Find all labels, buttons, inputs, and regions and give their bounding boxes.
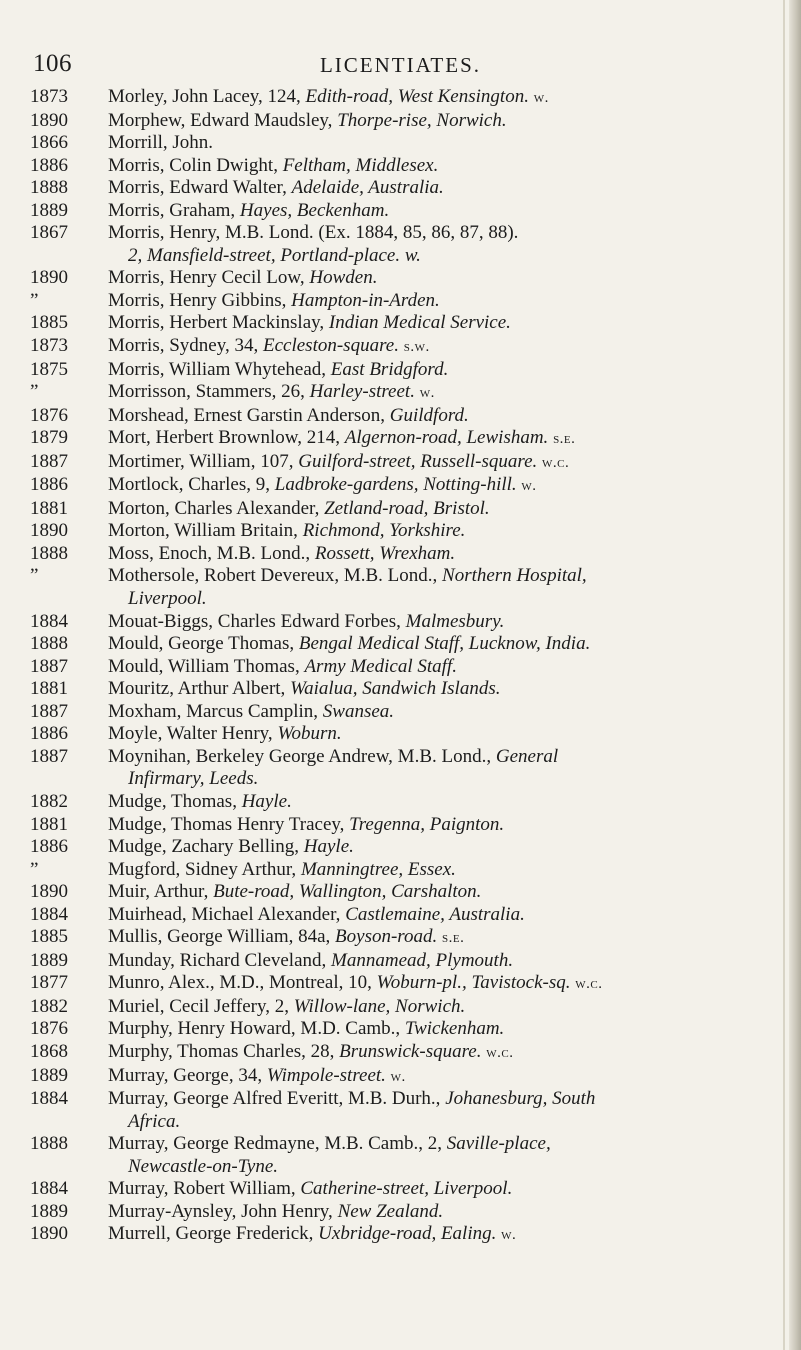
entry-text <box>108 1201 773 1224</box>
entry-address: New Zealand. <box>337 1200 444 1222</box>
entry-text <box>108 972 773 996</box>
entry-text <box>108 335 773 359</box>
entry-address: Waialua, Sandwich Islands. <box>290 678 501 700</box>
page-header <box>0 50 801 90</box>
entry-address: East Bridgford. <box>330 358 449 380</box>
entry-name: Mudge, Zachary Belling, <box>108 836 300 858</box>
entry-address: Richmond, Yorkshire. <box>302 520 466 542</box>
entry-name: Muirhead, Michael Alexander, <box>108 903 341 925</box>
entry-address: Manningtree, Essex. <box>300 858 456 880</box>
list-item <box>0 427 801 451</box>
entry-text <box>108 427 773 451</box>
entry-year: 1886 <box>30 154 68 176</box>
list-item <box>0 359 801 382</box>
entry-text <box>108 381 773 405</box>
entry-address: Feltham, Middlesex. <box>282 154 439 176</box>
entry-year: 1877 <box>30 972 68 994</box>
entry-address: Willow-lane, Norwich. <box>293 995 466 1017</box>
entry-address: Guilford-street, Russell-square. <box>298 450 538 472</box>
list-item <box>0 972 801 996</box>
list-item <box>0 791 801 814</box>
entry-name: Morton, Charles Alexander, <box>108 497 320 519</box>
entry-continuation: Infirmary, Leeds. <box>128 768 259 790</box>
entry-text <box>108 565 773 610</box>
entry-address: Northern Hospital, <box>442 565 587 587</box>
entry-name: Morris, Henry Gibbins, <box>108 289 287 311</box>
entry-year: 1884 <box>30 903 68 925</box>
entry-name: Munday, Richard Cleveland, <box>108 949 327 971</box>
list-item <box>0 904 801 927</box>
entry-text <box>108 633 773 656</box>
entry-name: Moss, Enoch, M.B. Lond., <box>108 542 311 564</box>
entry-address: Guildford. <box>389 404 469 426</box>
entry-continuation: Newcastle-on-Tyne. <box>128 1155 279 1177</box>
list-item <box>0 881 801 904</box>
entry-name: Murphy, Henry Howard, M.D. Camb., <box>108 1018 401 1040</box>
entry-address: Saville-place, <box>446 1133 551 1155</box>
list-item <box>0 836 801 859</box>
entry-year: 1888 <box>30 542 68 564</box>
list-item <box>0 520 801 543</box>
list-item <box>0 950 801 973</box>
entry-address: Algernon-road, Lewisham. <box>344 427 549 449</box>
list-item <box>0 1178 801 1201</box>
entry-address: Woburn. <box>277 723 342 745</box>
entry-address: Ladbroke-gardens, Notting-hill. <box>274 474 517 496</box>
entry-postal-district: w. <box>521 478 537 495</box>
entry-postal-district: s.e. <box>553 431 576 448</box>
entry-year: 1889 <box>30 949 68 971</box>
entry-text <box>108 405 773 428</box>
entry-name: Mould, William Thomas, <box>108 655 300 677</box>
entry-name: Mould, George Thomas, <box>108 633 295 655</box>
entry-name: Mugford, Sidney Arthur, <box>108 858 297 880</box>
list-item <box>0 859 801 882</box>
entry-text <box>108 996 773 1019</box>
entry-address: Bengal Medical Staff, Lucknow, India. <box>298 633 591 655</box>
list-item <box>0 565 801 610</box>
entry-year: 1884 <box>30 1178 68 1200</box>
entry-name: Mudge, Thomas, <box>108 790 237 812</box>
entry-name: Mortlock, Charles, 9, <box>108 474 271 496</box>
entry-year: 1885 <box>30 926 68 948</box>
entry-continuation: Africa. <box>128 1110 181 1132</box>
entry-year: 1876 <box>30 404 68 426</box>
entry-address: Rossett, Wrexham. <box>314 542 456 564</box>
entry-year: ” <box>30 381 39 403</box>
entry-text <box>108 814 773 837</box>
entry-name: Mortimer, William, 107, <box>108 450 294 472</box>
entry-address: Hayle. <box>303 836 354 858</box>
entry-text <box>108 177 773 200</box>
entry-postal-district: w. <box>501 1227 517 1244</box>
entry-name: Mullis, George William, 84a, <box>108 926 331 948</box>
entry-text <box>108 290 773 313</box>
entry-name: Mort, Herbert Brownlow, 214, <box>108 427 341 449</box>
entry-address: Johanesburg, South <box>445 1088 596 1110</box>
entry-text <box>108 723 773 746</box>
list-item <box>0 1133 801 1178</box>
entry-postal-district: w.c. <box>575 976 603 993</box>
entry-address: Tregenna, Paignton. <box>349 813 505 835</box>
entry-name: Moxham, Marcus Camplin, <box>108 700 319 722</box>
list-item <box>0 1041 801 1065</box>
entry-year: 1881 <box>30 813 68 835</box>
entry-address: Uxbridge-road, Ealing. <box>318 1223 497 1245</box>
entry-name: Morton, William Britain, <box>108 520 298 542</box>
entry-text <box>108 132 773 155</box>
list-item <box>0 656 801 679</box>
entry-text <box>108 222 773 267</box>
list-item <box>0 474 801 498</box>
entry-name: Muriel, Cecil Jeffery, 2, <box>108 995 289 1017</box>
list-item <box>0 290 801 313</box>
entry-address: Castlemaine, Australia. <box>345 903 525 925</box>
entry-text <box>108 950 773 973</box>
entry-year: 1882 <box>30 790 68 812</box>
entry-year: 1890 <box>30 881 68 903</box>
entry-year: 1881 <box>30 678 68 700</box>
entry-address: Thorpe-rise, Norwich. <box>337 109 507 131</box>
list-item <box>0 611 801 634</box>
entry-year: 1888 <box>30 1133 68 1155</box>
entry-year: 1876 <box>30 1018 68 1040</box>
entry-year: 1873 <box>30 86 68 107</box>
entry-year: 1889 <box>30 199 68 221</box>
entry-text <box>108 155 773 178</box>
entry-text <box>108 1178 773 1201</box>
entry-postal-district: s.w. <box>403 339 430 356</box>
entry-year: ” <box>30 858 39 880</box>
entry-text <box>108 1088 773 1133</box>
list-item <box>0 1088 801 1133</box>
entry-year: 1890 <box>30 520 68 542</box>
list-item <box>0 267 801 290</box>
entry-name: Mothersole, Robert Devereux, M.B. Lond., <box>108 565 438 587</box>
entry-text <box>108 474 773 498</box>
entry-name: Murray, George, 34, <box>108 1064 263 1086</box>
entry-name: Morris, Henry Cecil Low, <box>108 267 305 289</box>
entry-name: Morshead, Ernest Garstin Anderson, <box>108 404 386 426</box>
list-item <box>0 451 801 475</box>
list-item <box>0 132 801 155</box>
entry-text <box>108 1133 773 1178</box>
entry-text <box>108 312 773 335</box>
entry-address: Harley-street. <box>309 381 415 403</box>
entry-text <box>108 881 773 904</box>
entry-text <box>108 110 773 133</box>
list-item <box>0 155 801 178</box>
entry-year: 1888 <box>30 633 68 655</box>
entry-year: 1881 <box>30 497 68 519</box>
entry-year: 1885 <box>30 312 68 334</box>
list-item <box>0 723 801 746</box>
entry-name: Mudge, Thomas Henry Tracey, <box>108 813 345 835</box>
entry-address: Adelaide, Australia. <box>291 177 444 199</box>
entry-text <box>108 1018 773 1041</box>
entry-name: Morrisson, Stammers, 26, <box>108 381 305 403</box>
licentiates-list <box>0 86 801 1247</box>
list-item <box>0 678 801 701</box>
list-item <box>0 701 801 724</box>
entry-text <box>108 200 773 223</box>
entry-address: Army Medical Staff. <box>304 655 457 677</box>
entry-name: Murphy, Thomas Charles, 28, <box>108 1040 335 1062</box>
entry-address: Hampton-in-Arden. <box>291 289 440 311</box>
entry-address: Indian Medical Service. <box>328 312 511 334</box>
entry-text <box>108 678 773 701</box>
list-item <box>0 1018 801 1041</box>
list-item <box>0 312 801 335</box>
entry-postal-district: w.c. <box>486 1044 514 1061</box>
entry-name: Morris, Edward Walter, <box>108 177 287 199</box>
entry-year: 1884 <box>30 1088 68 1110</box>
entry-address: Swansea. <box>322 700 395 722</box>
entry-text <box>108 498 773 521</box>
entry-name: Murray, George Redmayne, M.B. Camb., 2, <box>108 1133 443 1155</box>
entry-postal-district: s.e. <box>442 930 465 947</box>
list-item <box>0 1201 801 1224</box>
entry-year: 1875 <box>30 358 68 380</box>
entry-address: General <box>495 745 559 767</box>
entry-year: 1879 <box>30 427 68 449</box>
entry-text <box>108 1041 773 1065</box>
entry-year: 1889 <box>30 1064 68 1086</box>
entry-postal-district: w. <box>419 385 435 402</box>
entry-text <box>108 451 773 475</box>
entry-text <box>108 859 773 882</box>
entry-name: Morris, Colin Dwight, <box>108 154 278 176</box>
entry-year: 1887 <box>30 700 68 722</box>
entry-year: 1884 <box>30 610 68 632</box>
entry-address: Mannamead, Plymouth. <box>331 949 514 971</box>
entry-text <box>108 926 773 950</box>
entry-name: Morris, Sydney, 34, <box>108 335 259 357</box>
entry-name: Murrell, George Frederick, <box>108 1223 314 1245</box>
entry-year: 1887 <box>30 655 68 677</box>
entry-name: Morley, John Lacey, 124, <box>108 86 301 107</box>
entry-year: 1868 <box>30 1040 68 1062</box>
entry-postal-district: w. <box>533 90 549 106</box>
entry-year: 1866 <box>30 132 68 154</box>
entry-address: Bute-road, Wallington, Carshalton. <box>213 881 482 903</box>
entry-text <box>108 267 773 290</box>
entry-address: Howden. <box>309 267 378 289</box>
list-item <box>0 1065 801 1089</box>
entry-text <box>108 836 773 859</box>
entry-address: Hayes, Beckenham. <box>239 199 390 221</box>
entry-address: Eccleston-square. <box>263 335 399 357</box>
entry-year: 1890 <box>30 267 68 289</box>
entry-text <box>108 543 773 566</box>
entry-address: Woburn-pl., Tavistock-sq. <box>376 972 571 994</box>
entry-address: Catherine-street, Liverpool. <box>300 1178 513 1200</box>
entry-year: 1890 <box>30 109 68 131</box>
list-item <box>0 633 801 656</box>
list-item <box>0 814 801 837</box>
list-item <box>0 405 801 428</box>
entry-name: Mouritz, Arthur Albert, <box>108 678 286 700</box>
entry-name: Mouat-Biggs, Charles Edward Forbes, <box>108 610 401 632</box>
entry-year: 1887 <box>30 450 68 472</box>
entry-address: Zetland-road, Bristol. <box>324 497 490 519</box>
entry-year: 1886 <box>30 723 68 745</box>
entry-year: 1887 <box>30 745 68 767</box>
entry-name: Morris, Graham, <box>108 199 236 221</box>
entry-text <box>108 1223 773 1247</box>
entry-address: Edith-road, West Kensington. <box>305 86 529 107</box>
entry-text <box>108 746 773 791</box>
entry-text <box>108 520 773 543</box>
list-item <box>0 222 801 267</box>
list-item <box>0 200 801 223</box>
page-number: 106 <box>33 50 72 77</box>
list-item <box>0 110 801 133</box>
list-item <box>0 335 801 359</box>
entry-year: 1888 <box>30 177 68 199</box>
entry-address: Hayle. <box>241 790 292 812</box>
entry-text <box>108 86 773 110</box>
list-item <box>0 996 801 1019</box>
entry-name: Murray-Aynsley, John Henry, <box>108 1200 333 1222</box>
list-item <box>0 177 801 200</box>
entry-name: Munro, Alex., M.D., Montreal, 10, <box>108 972 372 994</box>
entry-postal-district: w. <box>390 1068 406 1085</box>
list-item <box>0 381 801 405</box>
entry-year: 1882 <box>30 995 68 1017</box>
list-item <box>0 543 801 566</box>
entry-year: 1886 <box>30 836 68 858</box>
entry-year: ” <box>30 565 39 587</box>
entry-name: Morrill, John. <box>108 132 214 154</box>
entry-text <box>108 359 773 382</box>
entry-postal-district: w.c. <box>542 454 570 471</box>
entry-year: 1886 <box>30 474 68 496</box>
entry-name: Moyle, Walter Henry, <box>108 723 273 745</box>
list-item <box>0 498 801 521</box>
entry-address: Wimpole-street. <box>266 1064 386 1086</box>
entry-year: 1890 <box>30 1223 68 1245</box>
list-item <box>0 86 801 110</box>
entry-year: 1867 <box>30 222 68 244</box>
entry-year: 1873 <box>30 335 68 357</box>
entry-text <box>108 611 773 634</box>
entry-name: Muir, Arthur, <box>108 881 209 903</box>
entry-year: ” <box>30 289 39 311</box>
entry-text <box>108 904 773 927</box>
list-item <box>0 746 801 791</box>
entry-address: Boyson-road. <box>335 926 438 948</box>
entry-continuation: 2, Mansfield-street, Portland-place. w. <box>128 244 421 266</box>
list-item <box>0 926 801 950</box>
running-head: LICENTIATES. <box>319 53 482 77</box>
entry-text <box>108 701 773 724</box>
entry-name: Murray, Robert William, <box>108 1178 296 1200</box>
entry-name: Moynihan, Berkeley George Andrew, M.B. Lond., <box>108 745 492 767</box>
entry-address: Twickenham. <box>404 1018 505 1040</box>
entry-address: Malmesbury. <box>405 610 505 632</box>
entry-name: Morphew, Edward Maudsley, <box>108 109 333 131</box>
entry-name: Morris, William Whytehead, <box>108 358 327 380</box>
entry-name: Murray, George Alfred Everitt, M.B. Durh., <box>108 1088 441 1110</box>
entry-text <box>108 791 773 814</box>
entry-name: Morris, Henry, M.B. Lond. (Ex. 1884, 85, 86, 87, 88). <box>108 222 519 244</box>
list-item <box>0 1223 801 1247</box>
entry-text <box>108 1065 773 1089</box>
entry-year: 1889 <box>30 1200 68 1222</box>
entry-continuation: Liverpool. <box>128 588 207 610</box>
entry-address: Brunswick-square. <box>339 1040 482 1062</box>
entry-name: Morris, Herbert Mackinslay, <box>108 312 325 334</box>
entry-text <box>108 656 773 679</box>
